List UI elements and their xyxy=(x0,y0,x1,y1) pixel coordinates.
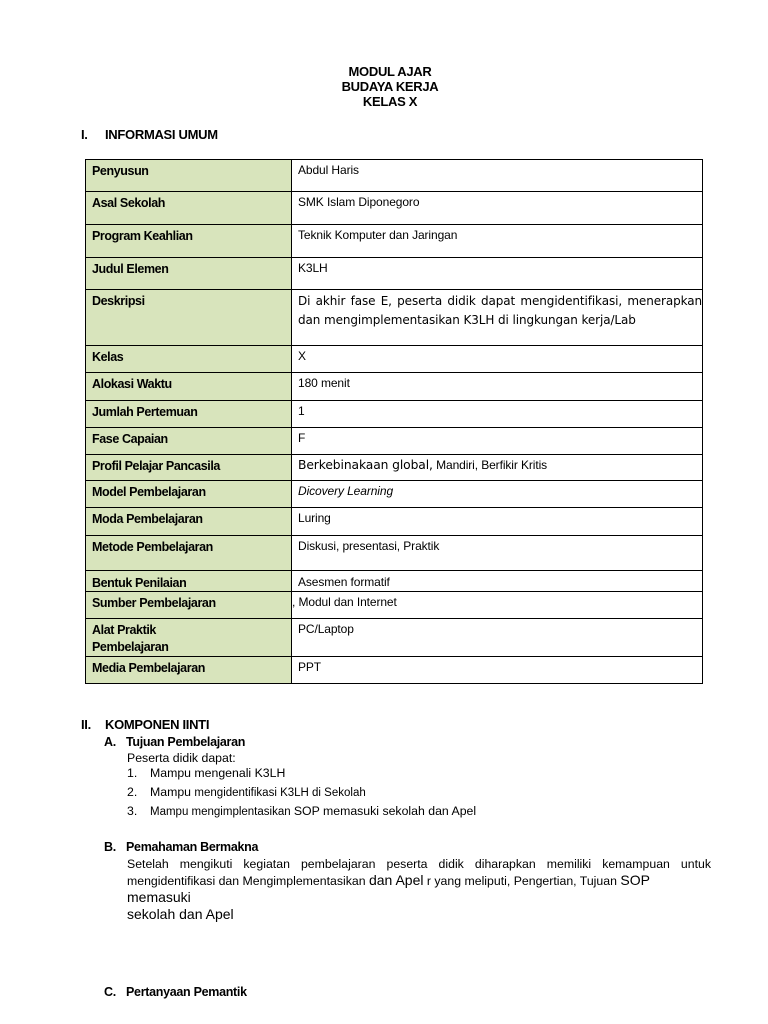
item-text: SOP memasuki sekolah dan Apel xyxy=(293,804,477,818)
table-row xyxy=(86,571,703,592)
row-label: Profil Pelajar Pancasila xyxy=(86,455,292,481)
section-1-number: I. xyxy=(81,127,88,142)
text-part: mengidentifikasi dan Mengimplementasikan xyxy=(127,874,369,888)
value-part: Berkebinakaan global, xyxy=(298,458,433,472)
row-label: Kelas xyxy=(86,346,292,373)
table-row xyxy=(86,258,703,290)
table-row xyxy=(86,290,703,346)
meaningful-understanding-paragraph xyxy=(127,856,711,922)
item-number: 3. xyxy=(127,804,138,818)
row-label: Model Pembelajaran xyxy=(86,481,292,508)
table-row xyxy=(86,160,703,192)
item-text: Mampu mengenali K3LH xyxy=(150,766,286,780)
goals-intro: Peserta didik dapat: xyxy=(127,751,236,765)
paragraph-line: Setelah mengikuti kegiatan pembelajaran peserta didik diharapkan memiliki kemampuan untuk xyxy=(127,857,711,871)
document-title xyxy=(0,64,768,109)
row-value: Abdul Haris xyxy=(292,160,703,192)
text-part: r yang meliputi, Pengertian, Tujuan xyxy=(423,874,621,888)
subsection-c-heading xyxy=(104,985,247,999)
table-row xyxy=(86,481,703,508)
row-value: Dicovery Learning xyxy=(292,481,703,508)
table-row xyxy=(86,455,703,481)
row-label: Alokasi Waktu xyxy=(86,373,292,401)
subsection-a-heading xyxy=(104,735,245,749)
table-row xyxy=(86,619,703,657)
item-text: Mampu mengimplentasikan xyxy=(150,806,294,818)
row-value xyxy=(292,455,703,481)
title-line-1: MODUL AJAR xyxy=(348,64,432,79)
table-row xyxy=(86,657,703,684)
label-line: Pembelajaran xyxy=(92,640,169,654)
row-value: Asesmen formatif xyxy=(292,571,703,592)
row-value: K3LH xyxy=(292,258,703,290)
subsection-a-title: Tujuan Pembelajaran xyxy=(126,735,246,749)
table-row xyxy=(86,592,703,619)
goals-list xyxy=(127,766,476,823)
subsection-c-letter: C. xyxy=(104,985,116,999)
paragraph-line xyxy=(127,872,711,906)
row-value: SMK Islam Diponegoro xyxy=(292,192,703,225)
row-label: Asal Sekolah xyxy=(86,192,292,225)
row-value: Luring xyxy=(292,508,703,536)
row-label: Fase Capaian xyxy=(86,428,292,455)
table-row xyxy=(86,401,703,428)
value-part: Mandiri, Berfikir Kritis xyxy=(432,458,548,472)
section-2-number: II. xyxy=(81,717,91,732)
row-value: PPT xyxy=(292,657,703,684)
row-value: X xyxy=(292,346,703,373)
list-item xyxy=(127,766,476,785)
row-label: Judul Elemen xyxy=(86,258,292,290)
subsection-a-letter: A. xyxy=(104,735,116,749)
subsection-b-letter: B. xyxy=(104,840,116,854)
title-line-2: BUDAYA KERJA xyxy=(341,79,439,94)
row-label: Metode Pembelajaran xyxy=(86,536,292,571)
row-label: Media Pembelajaran xyxy=(86,657,292,684)
row-value-description: Di akhir fase E, peserta didik dapat mengidentifikasi, menerapkan dan mengimplementasikan K3LH di lingkungan kerja/Lab xyxy=(292,290,703,346)
row-label: Bentuk Penilaian xyxy=(86,571,292,592)
section-1-heading xyxy=(81,127,218,142)
list-item xyxy=(127,785,476,804)
row-value: Teknik Komputer dan Jaringan xyxy=(292,225,703,258)
row-value: 1 xyxy=(292,401,703,428)
list-item xyxy=(127,804,476,823)
subsection-b-title: Pemahaman Bermakna xyxy=(126,840,259,854)
paragraph-line: sekolah dan Apel xyxy=(127,906,234,922)
item-number: 2. xyxy=(127,785,138,799)
table-row xyxy=(86,192,703,225)
row-value: PC/Laptop xyxy=(292,619,703,657)
text-part: dan Apel xyxy=(368,872,424,888)
item-text: mengidentifikasi K3LH di Sekolah xyxy=(194,787,366,799)
row-label: Penyusun xyxy=(86,160,292,192)
section-2-heading xyxy=(81,717,209,732)
row-label xyxy=(86,619,292,657)
row-label: Jumlah Pertemuan xyxy=(86,401,292,428)
label-line: Alat Praktik xyxy=(92,623,156,637)
row-value: , Modul dan Internet xyxy=(292,592,703,619)
text-part: SOP memasuki xyxy=(127,872,650,905)
info-table xyxy=(85,159,703,684)
row-value: Diskusi, presentasi, Praktik xyxy=(292,536,703,571)
table-row xyxy=(86,536,703,571)
row-value: F xyxy=(292,428,703,455)
section-2-title: KOMPONEN IINTI xyxy=(105,717,210,732)
section-1-title: INFORMASI UMUM xyxy=(105,127,218,142)
subsection-c-title: Pertanyaan Pemantik xyxy=(126,985,247,999)
subsection-b-heading xyxy=(104,840,258,854)
table-row xyxy=(86,428,703,455)
table-row xyxy=(86,346,703,373)
title-line-3: KELAS X xyxy=(362,94,418,109)
item-text: Mampu xyxy=(150,785,195,799)
table-row xyxy=(86,373,703,401)
table-row xyxy=(86,225,703,258)
item-number: 1. xyxy=(127,766,138,780)
row-label: Deskripsi xyxy=(86,290,292,346)
row-value: 180 menit xyxy=(292,373,703,401)
table-row xyxy=(86,508,703,536)
row-label: Moda Pembelajaran xyxy=(86,508,292,536)
row-label: Sumber Pembelajaran xyxy=(86,592,292,619)
row-label: Program Keahlian xyxy=(86,225,292,258)
